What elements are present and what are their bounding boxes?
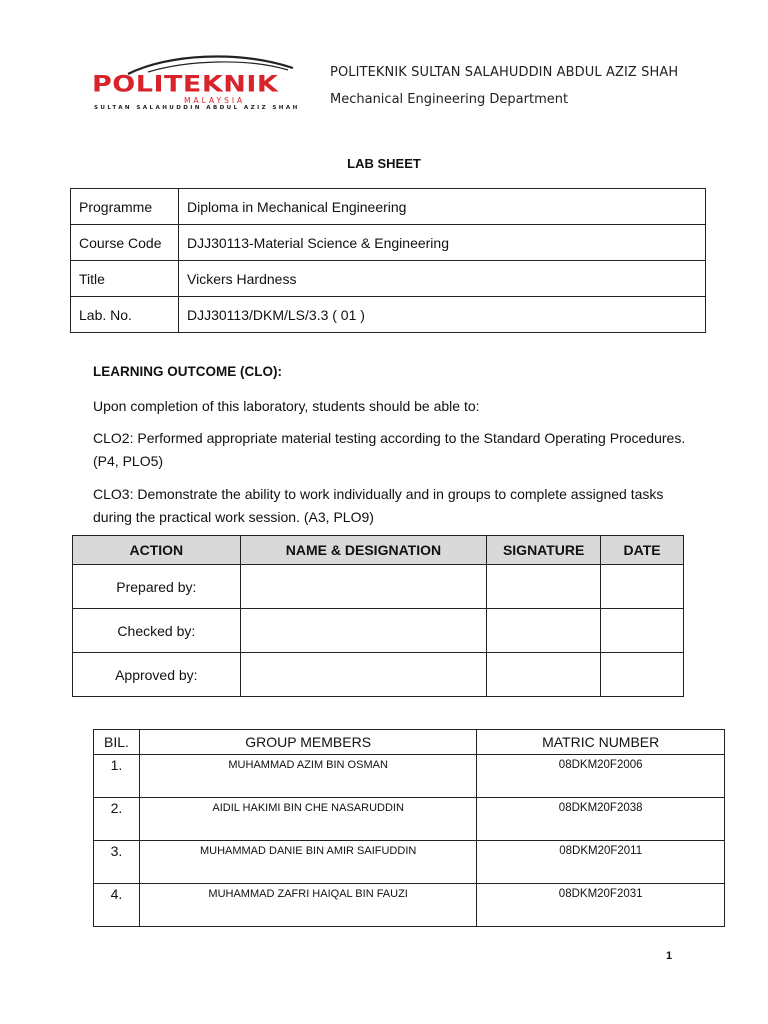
- table-row: [94, 755, 725, 798]
- member-name: AIDIL HAKIMI BIN CHE NASARUDDIN: [139, 798, 476, 841]
- learning-outcome-heading: LEARNING OUTCOME (CLO):: [93, 364, 282, 379]
- row-number: 2.: [94, 798, 140, 841]
- group-header-row: [94, 730, 725, 755]
- date-cell: [601, 609, 684, 653]
- page-number: 1: [666, 950, 673, 962]
- header-signature: SIGNATURE: [487, 536, 601, 565]
- header-action: ACTION: [73, 536, 241, 565]
- table-row: [94, 884, 725, 927]
- matric-number: 08DKM20F2006: [477, 755, 725, 798]
- clo2-text: CLO2: Performed appropriate material testing according to the Standard Operating Procedures. (P4, PLO5): [93, 430, 686, 469]
- signature-cell: [487, 609, 601, 653]
- table-row: [94, 798, 725, 841]
- info-row-course-code: [71, 225, 706, 261]
- member-name: MUHAMMAD DANIE BIN AMIR SAIFUDDIN: [139, 841, 476, 884]
- matric-number: 08DKM20F2038: [477, 798, 725, 841]
- matric-number: 08DKM20F2011: [477, 841, 725, 884]
- info-value: Vickers Hardness: [179, 261, 706, 297]
- info-value: DJJ30113/DKM/LS/3.3 ( 01 ): [179, 297, 706, 333]
- approval-row-prepared: [73, 565, 684, 609]
- info-key: Course Code: [71, 225, 179, 261]
- info-key: Title: [71, 261, 179, 297]
- date-cell: [601, 565, 684, 609]
- member-name: MUHAMMAD AZIM BIN OSMAN: [139, 755, 476, 798]
- header-matric-number: MATRIC NUMBER: [477, 730, 725, 755]
- info-row-lab-no: [71, 297, 706, 333]
- signature-cell: [487, 653, 601, 697]
- logo-wordmark: POLITEKNIK: [92, 72, 279, 98]
- approval-label: Approved by:: [73, 653, 241, 697]
- info-key: Lab. No.: [71, 297, 179, 333]
- header-group-members: GROUP MEMBERS: [139, 730, 476, 755]
- row-number: 1.: [94, 755, 140, 798]
- approval-row-approved: [73, 653, 684, 697]
- approval-label: Prepared by:: [73, 565, 241, 609]
- department-name: Mechanical Engineering Department: [330, 92, 569, 107]
- info-value: DJJ30113-Material Science & Engineering: [179, 225, 706, 261]
- header-bil: BIL.: [94, 730, 140, 755]
- approval-header-row: [73, 536, 684, 565]
- logo-subtitle: MALAYSIA: [184, 96, 246, 105]
- info-key: Programme: [71, 189, 179, 225]
- page-title: LAB SHEET: [347, 156, 421, 171]
- matric-number: 08DKM20F2031: [477, 884, 725, 927]
- approval-row-checked: [73, 609, 684, 653]
- politeknik-logo: [88, 52, 308, 114]
- course-info-table: [70, 188, 706, 333]
- clo3-text: CLO3: Demonstrate the ability to work individually and in groups to complete assigned tasks during the practical work session. (A3, PLO9): [93, 486, 664, 525]
- signature-cell: [487, 565, 601, 609]
- name-designation-cell: [240, 653, 487, 697]
- info-row-programme: [71, 189, 706, 225]
- table-row: [94, 841, 725, 884]
- group-members-table: [93, 729, 725, 927]
- approval-label: Checked by:: [73, 609, 241, 653]
- info-row-title: [71, 261, 706, 297]
- institution-name: POLITEKNIK SULTAN SALAHUDDIN ABDUL AZIZ SHAH: [330, 65, 679, 80]
- name-designation-cell: [240, 565, 487, 609]
- member-name: MUHAMMAD ZAFRI HAIQAL BIN FAUZI: [139, 884, 476, 927]
- info-value: Diploma in Mechanical Engineering: [179, 189, 706, 225]
- date-cell: [601, 653, 684, 697]
- logo-tagline: SULTAN SALAHUDDIN ABDUL AZIZ SHAH: [94, 105, 300, 111]
- header-date: DATE: [601, 536, 684, 565]
- learning-outcome-intro: Upon completion of this laboratory, students should be able to:: [93, 398, 480, 414]
- name-designation-cell: [240, 609, 487, 653]
- header-name-designation: NAME & DESIGNATION: [240, 536, 487, 565]
- row-number: 3.: [94, 841, 140, 884]
- row-number: 4.: [94, 884, 140, 927]
- approval-table: [72, 535, 684, 697]
